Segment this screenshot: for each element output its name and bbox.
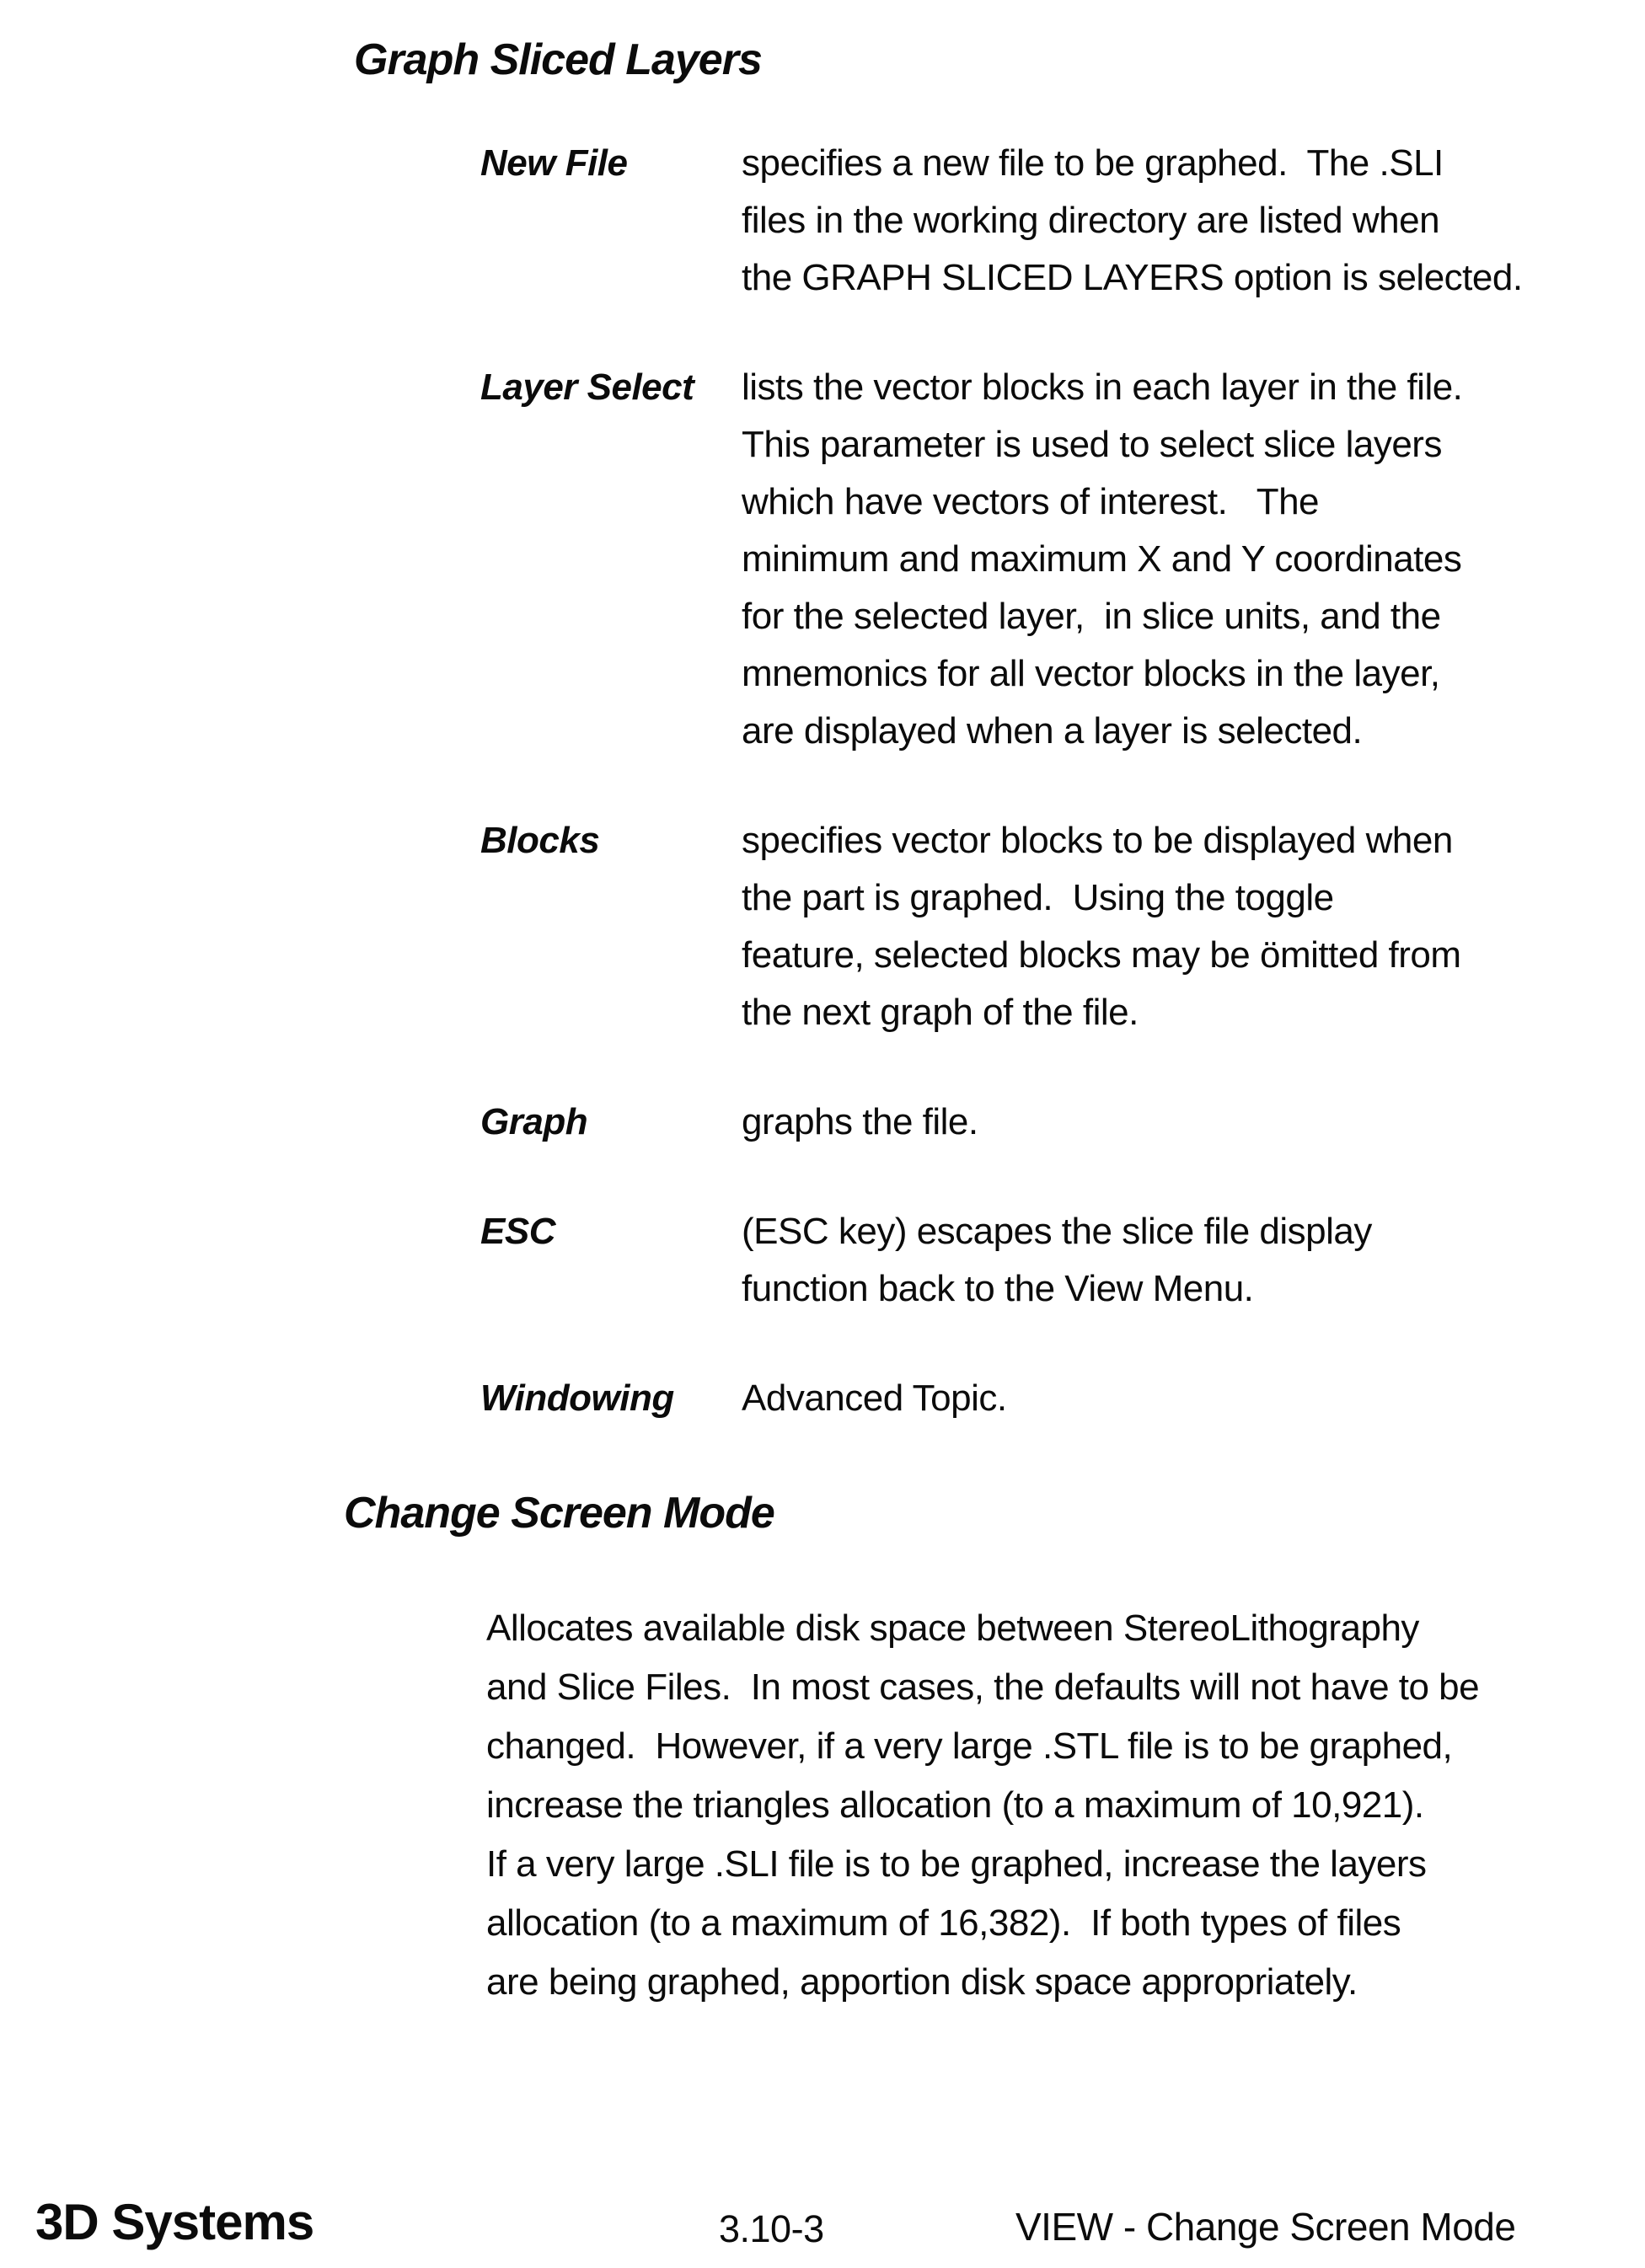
- page-title: Graph Sliced Layers: [354, 35, 762, 84]
- definition-text-new-file: specifies a new file to be graphed. The .SLI files in the working directory are listed when the GRAPH SLICED LAYERS option is selected.: [742, 142, 1523, 298]
- definition-row-layer-select: [480, 359, 1601, 760]
- definition-term-esc: ESC: [480, 1211, 555, 1252]
- definition-term-graph: Graph: [480, 1101, 588, 1142]
- definition-row-esc: [480, 1203, 1601, 1318]
- definition-row-blocks: [480, 812, 1601, 1041]
- body-paragraph: Allocates available disk space between StereoLithography and Slice Files. In most cases, the defaults will not have to be changed. However, if a very large .STL file is to be graphed, increase the triangles allocation (to a maximum of 10,921). If a very large .SLI file is to be graphed, increase the layers allocation (to a maximum of 16,382). If both types of files are being graphed, apportion disk space appropriately.: [486, 1607, 1480, 2003]
- definition-text-layer-select: lists the vector blocks in each layer in the file. This parameter is used to select slice layers which have vectors of interest. The minimum and maximum X and Y coordinates for the selected layer, in slice units, and the mnemonics for all vector blocks in the layer, are displayed when a layer is selected.: [742, 366, 1463, 752]
- definition-term-blocks: Blocks: [480, 820, 600, 861]
- definition-text-blocks: specifies vector blocks to be displayed when the part is graphed. Using the toggle feature, selected blocks may be ömitted from the next graph of the file.: [742, 820, 1461, 1033]
- footer-section-title: VIEW - Change Screen Mode: [1015, 2205, 1516, 2249]
- definition-text-graph: graphs the file.: [742, 1101, 978, 1142]
- definition-term-new-file: New File: [480, 142, 628, 184]
- definition-term-layer-select: Layer Select: [480, 366, 694, 408]
- definition-text-esc: (ESC key) escapes the slice file display function back to the View Menu.: [742, 1211, 1372, 1309]
- definition-row-windowing: [480, 1370, 1601, 1427]
- definition-text-windowing: Advanced Topic.: [742, 1377, 1007, 1419]
- page-footer: [0, 2190, 1645, 2268]
- brand-logo-text: 3D Systems: [35, 2194, 314, 2250]
- definition-list: [480, 135, 1601, 1479]
- section-heading: Change Screen Mode: [344, 1489, 774, 1538]
- definition-row-new-file: [480, 135, 1601, 307]
- page-number: 3.10-3: [719, 2207, 824, 2250]
- definition-term-windowing: Windowing: [480, 1377, 674, 1419]
- definition-row-graph: [480, 1094, 1601, 1151]
